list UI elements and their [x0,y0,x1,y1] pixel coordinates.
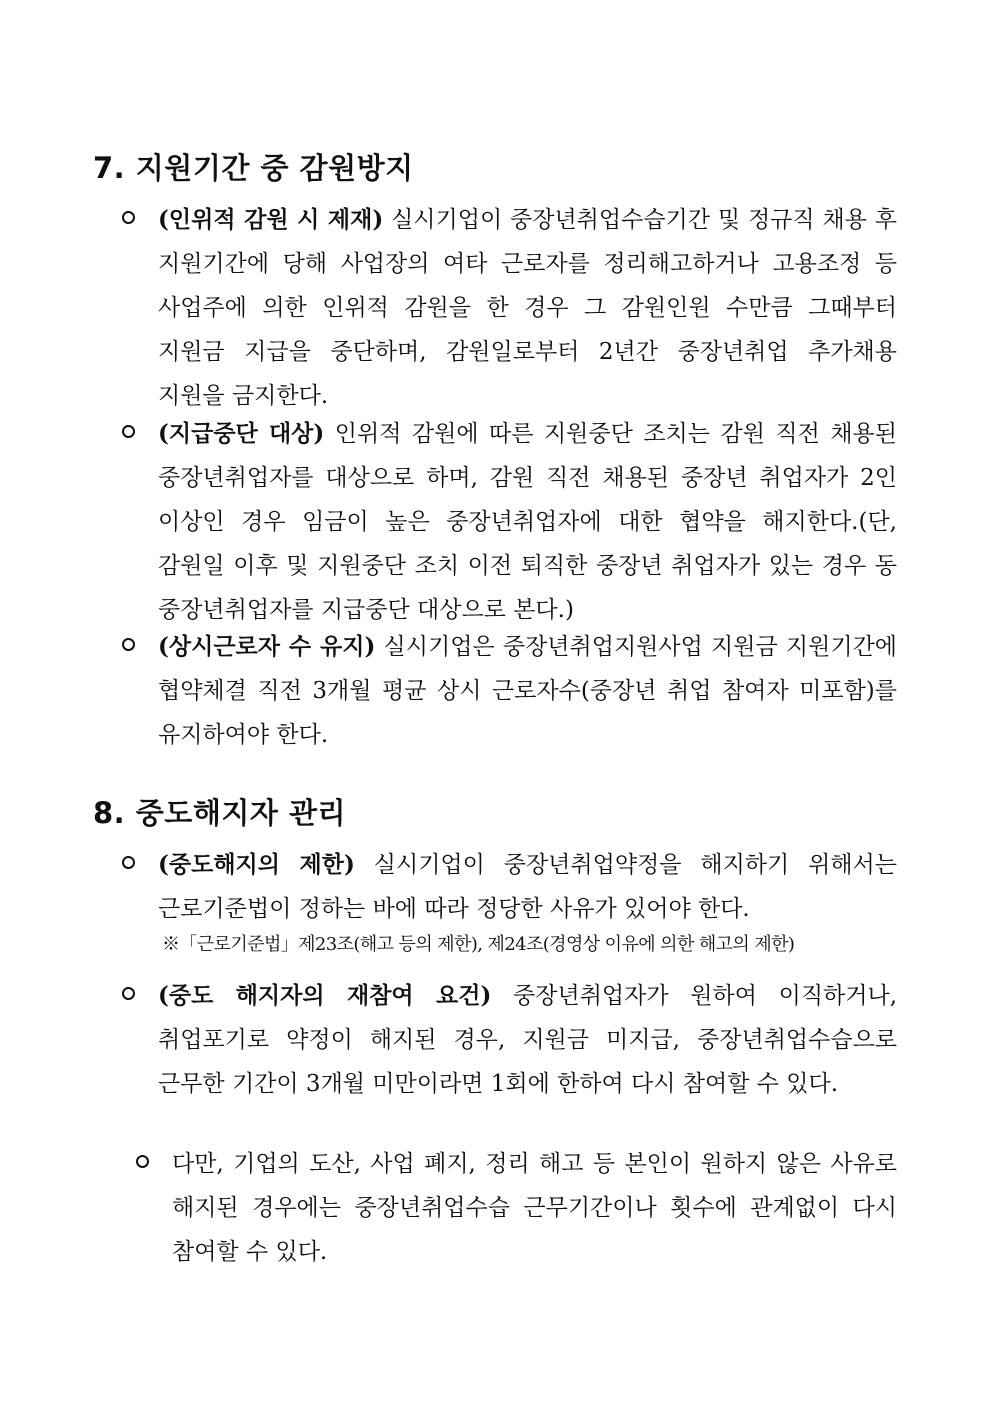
bullet-item [122,198,897,418]
bullet-text [158,412,897,632]
bullet-lead: (인위적 감원 시 제재) [158,206,384,233]
bullet-text [158,198,897,418]
bullet-body: 인위적 감원에 따른 지원중단 조치는 감원 직전 채용된 중장년취업자를 대상으로 하며, 감원 직전 채용된 중장년 취업자가 2인 이상인 경우 임금이 높은 중장년취업자에 대한 협약을 해지한다.(단, 감원일 이후 및 지원중단 조치 이전 퇴직한 중장년 취업자가 있는 경우 동 중장년취업자를 지급중단 대상으로 본다.) [158,421,897,623]
circle-bullet-icon [122,638,135,651]
bullet-item [136,1142,897,1274]
bullet-body: 실시기업은 중장년취업지원사업 지원금 지원기간에 협약체결 직전 3개월 평균 상시 근로자수(중장년 취업 참여자 미포함)를 유지하여야 한다. [158,634,897,748]
bullet-body: 실시기업이 중장년취업약정을 해지하기 위해서는 근로기준법이 정하는 바에 따라 정당한 사유가 있어야 한다. [158,852,897,922]
circle-bullet-icon [122,425,135,438]
section-heading-8: 8. 중도해지자 관리 [93,796,346,830]
bullet-body: 중장년취업자가 원하여 이직하거나, 취업포기로 약정이 해지된 경우, 지원금 미지급, 중장년취업수습으로 근무한 기간이 3개월 미만이라면 1회에 한하여 다시 참여할 수 있다. [158,983,898,1097]
bullet-lead: (중도 해지자의 재참여 요건) [158,982,492,1009]
bullet-lead: (상시근로자 수 유지) [158,633,376,660]
bullet-text [172,1142,897,1274]
circle-bullet-icon [122,987,135,1000]
bullet-text [158,974,897,1106]
bullet-text [158,625,897,757]
circle-bullet-icon [136,1155,149,1168]
circle-bullet-icon [122,211,135,224]
bullet-item [122,625,897,757]
bullet-body: 실시기업이 중장년취업수습기간 및 정규직 채용 후 지원기간에 당해 사업장의 여타 근로자를 정리해고하거나 고용조정 등 사업주에 의한 인위적 감원을 한 경우 그 감원인원 수만큼 그때부터 지원금 지급을 중단하며, 감원일로부터 2년간 중장년취업 추가채용 지원을 금지한다. [158,207,897,409]
bullet-lead: (지급중단 대상) [158,420,325,447]
circle-bullet-icon [122,856,135,869]
section-heading-7: 7. 지원기간 중 감원방지 [93,151,414,185]
reference-note: ※「근로기준법」제23조(해고 등의 제한), 제24조(경영상 이유에 의한 해고의 제한) [162,934,795,955]
bullet-item [122,412,897,632]
bullet-item [122,843,897,931]
bullet-text [158,843,897,931]
bullet-item [122,974,897,1106]
bullet-body: 다만, 기업의 도산, 사업 폐지, 정리 해고 등 본인이 원하지 않은 사유로 해지된 경우에는 중장년취업수습 근무기간이나 횟수에 관계없이 다시 참여할 수 있다. [172,1151,897,1265]
bullet-lead: (중도해지의 제한) [158,851,355,878]
